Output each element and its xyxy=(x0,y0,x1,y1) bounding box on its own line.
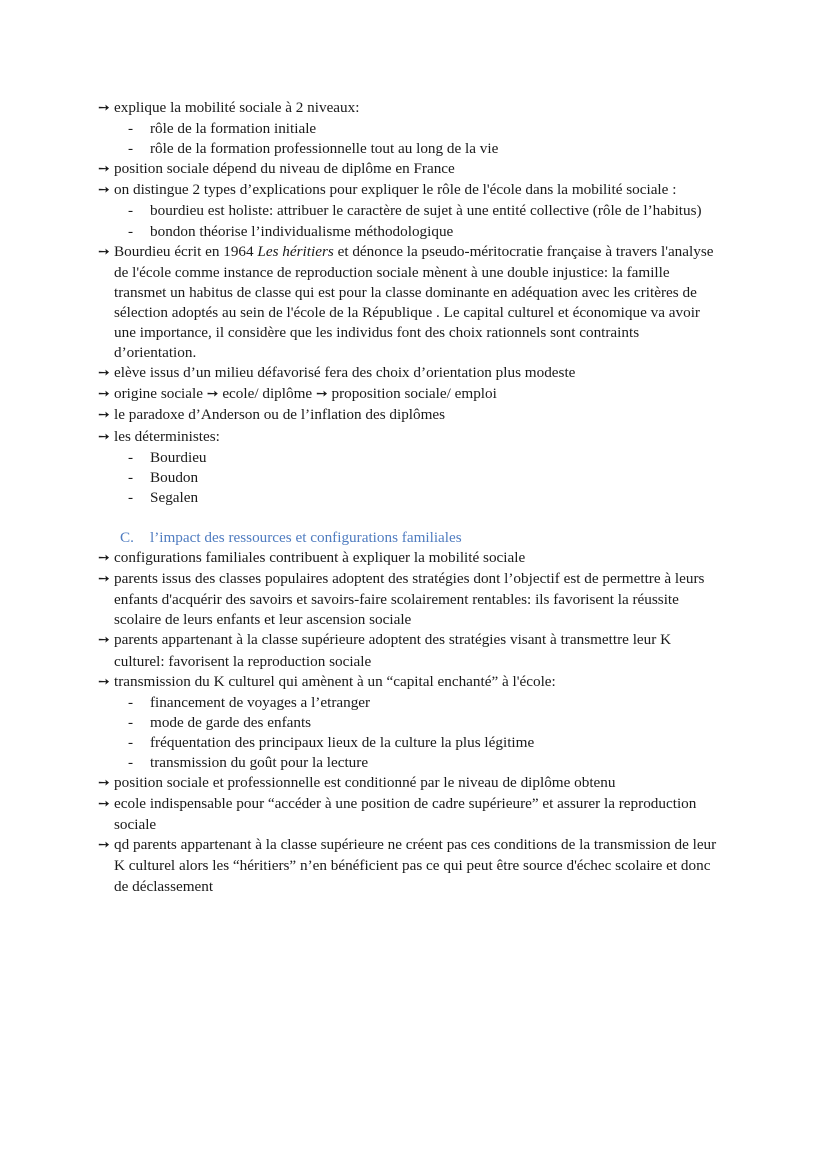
arrow-bullet-icon: ➙ xyxy=(98,183,110,199)
dash-bullet-icon: - xyxy=(128,468,134,486)
dash-bullet-icon: - xyxy=(128,488,134,506)
list-item-text: ecole/ diplôme xyxy=(218,385,316,403)
arrow-bullet-icon: ➙ xyxy=(98,797,110,813)
section-heading-label: l’impact des ressources et configurations familiales xyxy=(150,528,462,546)
sub-list-item-text: financement de voyages a l’etranger xyxy=(150,693,371,711)
section-marker: C. xyxy=(120,528,134,546)
list-item xyxy=(98,672,722,693)
list-item xyxy=(98,242,722,364)
list-item xyxy=(98,630,722,671)
sub-list-item xyxy=(98,448,722,468)
arrow-bullet-icon: ➙ xyxy=(98,633,110,649)
arrow-bullet-icon: ➙ xyxy=(98,572,110,588)
list-item xyxy=(98,794,722,835)
list-item xyxy=(98,427,722,448)
arrow-bullet-icon: ➙ xyxy=(98,429,110,445)
list-item xyxy=(98,363,722,384)
list-item-text: origine sociale xyxy=(114,385,207,403)
document-body xyxy=(98,98,722,897)
sub-list-item-text: bourdieu est holiste: attribuer le caractère de sujet à une entité collective (rôle de l’habitus) xyxy=(150,202,702,220)
sub-list-item-text: transmission du goût pour la lecture xyxy=(150,754,369,771)
list-item-text: on distingue 2 types d’explications pour expliquer le rôle de l'école dans la mobilité sociale : xyxy=(114,181,677,199)
sub-list-item-text: rôle de la formation initiale xyxy=(150,120,317,138)
sub-list-item xyxy=(98,713,722,733)
list-item xyxy=(98,835,722,896)
arrow-bullet-icon: ➙ xyxy=(98,101,110,116)
arrow-bullet-icon: ➙ xyxy=(98,244,110,260)
list-item-text: proposition sociale/ emploi xyxy=(327,385,497,403)
list-item-text: Bourdieu écrit en 1964 xyxy=(114,242,258,260)
list-item-text: qd parents appartenant à la classe supérieure ne créent pas ces conditions de la transmission de leur K culturel alors les “héritiers” n’en bénéficient pas ce qui peut être source d'échec scolaire et donc de déclassement xyxy=(114,836,717,895)
arrow-bullet-icon: ➙ xyxy=(98,408,110,424)
list-item xyxy=(98,159,722,180)
arrow-bullet-icon: ➙ xyxy=(98,162,110,178)
list-item xyxy=(98,569,722,630)
dash-bullet-icon: - xyxy=(128,693,134,711)
list-item-text: position sociale et professionnelle est conditionné par le niveau de diplôme obtenu xyxy=(114,774,616,792)
sub-list-item xyxy=(98,201,722,221)
list-item xyxy=(98,98,722,119)
sub-list-item-text: rôle de la formation professionnelle tout au long de la vie xyxy=(150,140,499,158)
list-item xyxy=(98,773,722,794)
list-item-text: configurations familiales contribuent à expliquer la mobilité sociale xyxy=(114,549,526,567)
list-item-text: ecole indispensable pour “accéder à une position de cadre supérieure” et assurer la reproduction sociale xyxy=(114,795,697,834)
sub-list-item-text: bondon théorise l’individualisme méthodologique xyxy=(150,222,454,240)
list-item xyxy=(98,180,722,201)
inline-arrow-icon: ➙ xyxy=(206,387,219,403)
list-item-text: et dénonce la pseudo-méritocratie française à travers l'analyse de l'école comme instance de reproduction sociale mènent à une double injustice: la famille transmet un habitus de classe qui est pour la classe dominante en adéquation avec les critères de sélection adoptés au sein de l'école de la République . Le capital culturel et économique va avoir une importance, il considère que les individus font des choix rationnels sont contraints d’orientation. xyxy=(114,242,714,362)
list-item xyxy=(98,405,722,426)
dash-bullet-icon: - xyxy=(128,448,134,466)
sub-list-item xyxy=(98,139,722,159)
sub-list-item xyxy=(98,222,722,242)
arrow-bullet-icon: ➙ xyxy=(98,838,110,854)
sub-list-item xyxy=(98,468,722,488)
sub-list-item-text: Bourdieu xyxy=(150,448,207,466)
dash-bullet-icon: - xyxy=(128,222,134,240)
italic-title-text: Les héritiers xyxy=(257,242,334,260)
sub-list-item-text: Segalen xyxy=(150,488,199,506)
arrow-bullet-icon: ➙ xyxy=(98,674,110,690)
sub-list-item xyxy=(98,119,722,139)
section-heading xyxy=(98,528,722,548)
list-item-text: transmission du K culturel qui amènent à un “capital enchanté” à l'école: xyxy=(114,672,556,690)
sub-list-item-text: mode de garde des enfants xyxy=(150,713,312,731)
list-item-text: explique la mobilité sociale à 2 niveaux: xyxy=(114,99,360,116)
list-item-text: le paradoxe d’Anderson ou de l’inflation des diplômes xyxy=(114,406,446,424)
dash-bullet-icon: - xyxy=(128,733,134,751)
sub-list-item-text: fréquentation des principaux lieux de la culture la plus légitime xyxy=(150,733,535,751)
list-item-text: parents issus des classes populaires adoptent des stratégies dont l’objectif est de permettre à leurs enfants d'acquérir des savoirs et savoirs-faire scolairement rentables: ils favorisent la réussite scolaire de leurs enfants et leur ascension sociale xyxy=(114,570,705,629)
dash-bullet-icon: - xyxy=(128,120,134,138)
list-item-text: les déterministes: xyxy=(114,427,220,445)
sub-list-item-text: Boudon xyxy=(150,468,199,486)
inline-arrow-icon: ➙ xyxy=(315,387,328,403)
dash-bullet-icon: - xyxy=(128,754,134,771)
list-item xyxy=(98,548,722,569)
sub-list-item xyxy=(98,733,722,753)
sub-list-item xyxy=(98,753,722,773)
arrow-bullet-icon: ➙ xyxy=(98,366,110,382)
dash-bullet-icon: - xyxy=(128,140,134,158)
paragraph-spacer xyxy=(98,508,722,528)
sub-list-item xyxy=(98,693,722,713)
dash-bullet-icon: - xyxy=(128,202,134,220)
arrow-bullet-icon: ➙ xyxy=(98,776,110,792)
arrow-bullet-icon: ➙ xyxy=(98,551,110,567)
dash-bullet-icon: - xyxy=(128,713,134,731)
list-item xyxy=(98,384,722,405)
sub-list-item xyxy=(98,488,722,508)
list-item-text: elève issus d’un milieu défavorisé fera des choix d’orientation plus modeste xyxy=(114,364,576,382)
list-item-text: position sociale dépend du niveau de diplôme en France xyxy=(114,160,455,178)
list-item-text: parents appartenant à la classe supérieure adoptent des stratégies visant à transmettre leur K culturel: favorisent la reproduction sociale xyxy=(114,631,672,670)
arrow-bullet-icon: ➙ xyxy=(98,387,110,403)
